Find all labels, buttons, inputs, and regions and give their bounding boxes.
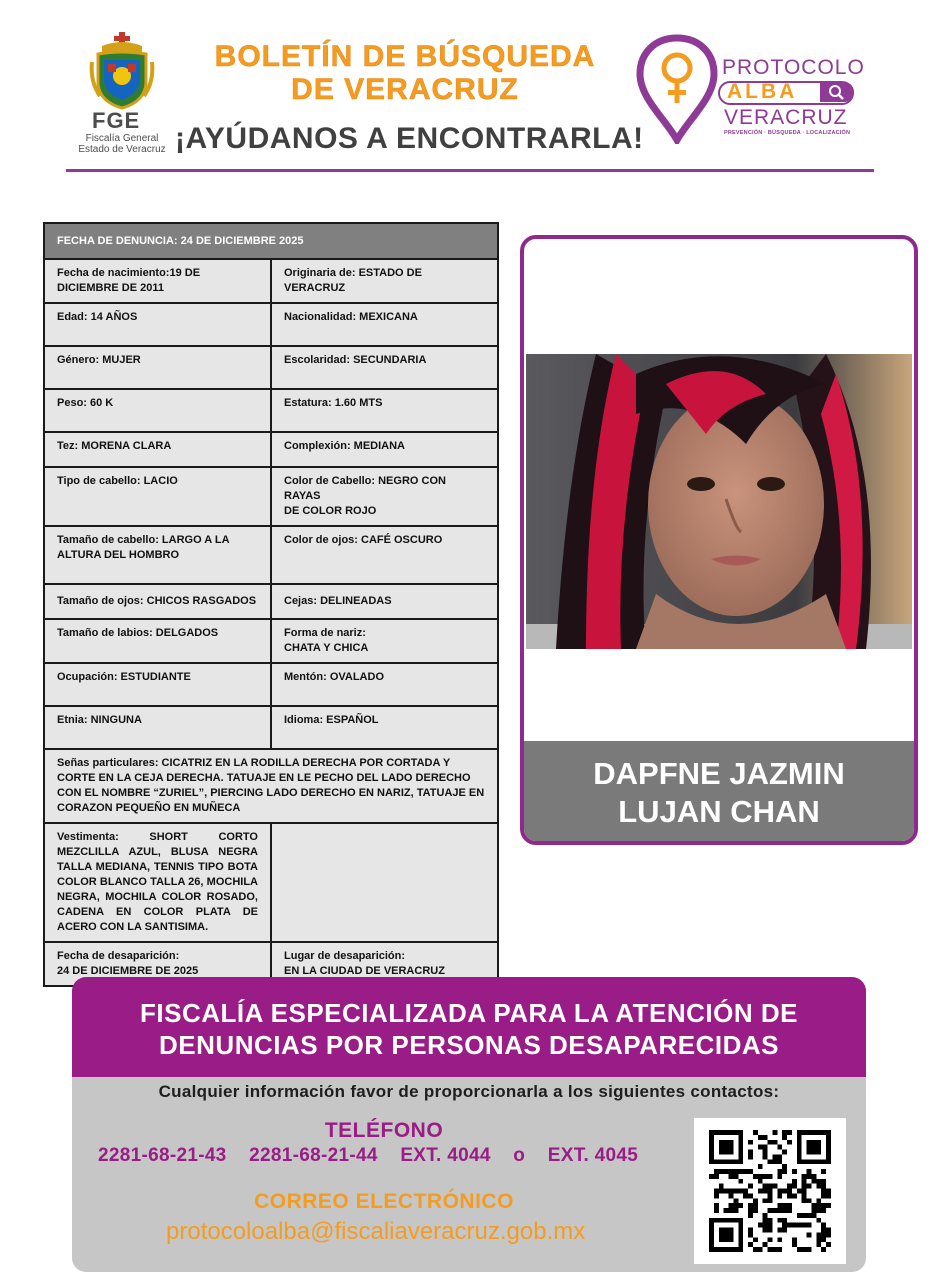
cell-line: ALTURA DEL HOMBRO (57, 549, 180, 561)
eyebrows-cell: Cejas: DELINEADAS (271, 584, 498, 619)
cell-line: DICIEMBRE DE 2011 (57, 282, 164, 294)
coat-of-arms-icon (88, 32, 156, 110)
agency-line-2: DENUNCIAS POR PERSONAS DESAPARECIDAS (159, 1030, 779, 1060)
phone-number-2[interactable]: 2281-68-21-44 (249, 1145, 378, 1166)
extension-connector: o (513, 1145, 526, 1166)
header-divider (66, 169, 874, 172)
origin-cell (271, 259, 498, 303)
distinguishing-marks-cell: Señas particulares: CICATRIZ EN LA RODILLA DERECHA POR CORTADA Y CORTE EN LA CEJA DERECHA. TATUAJE EN LE PECHO DEL LADO DERECHO CON EL NOMBRE “ZURIEL”, PIERCING LADO DERECHO EN NARIZ, TATUAJE EN CORAZON PEQUEÑO EN MUÑECA (44, 749, 498, 823)
email-link[interactable]: protocoloalba@fiscaliaveracruz.gob.mx (166, 1218, 586, 1245)
contact-intro: Cualquier información favor de proporcionarla a los siguientes contactos: (158, 1082, 780, 1101)
qr-code-icon[interactable] (708, 1130, 832, 1252)
protocol-line-2: ALBA (727, 80, 798, 103)
cell-line: 24 DE DICIEMBRE DE 2025 (57, 965, 199, 977)
bulletin-title-line-1: BOLETÍN DE BÚSQUEDA (214, 40, 596, 73)
agency-line-1: FISCALÍA ESPECIALIZADA PARA LA ATENCIÓN DE (140, 998, 798, 1028)
protocol-line-1: PROTOCOLO (722, 56, 865, 79)
cell-line: Forma de nariz: (284, 627, 366, 639)
nose-shape-cell (271, 619, 498, 663)
birth-date-cell (44, 259, 271, 303)
person-name-line-2: LUJAN CHAN (618, 794, 820, 829)
chin-cell: Mentón: OVALADO (271, 663, 498, 706)
gender-cell: Género: MUJER (44, 346, 271, 389)
phone-label: TELÉFONO (324, 1119, 444, 1142)
fge-subtitle (72, 133, 172, 155)
cell-line: Tamaño de cabello: LARGO A LA (57, 534, 230, 546)
cell-line: EN LA CIUDAD DE VERACRUZ (284, 965, 445, 977)
language-cell: Idioma: ESPAÑOL (271, 706, 498, 749)
fge-line-2: Estado de Veracruz (78, 144, 166, 155)
build-cell: Complexión: MEDIANA (271, 432, 498, 467)
extension-1: EXT. 4044 (400, 1145, 491, 1166)
person-photo-card (520, 235, 918, 845)
cell-line: Originaria de: ESTADO DE VERACRUZ (284, 267, 422, 294)
cell-line: DE COLOR ROJO (284, 505, 377, 517)
protocol-tagline: PREVENCIÓN · BÚSQUEDA · LOCALIZACIÓN (724, 130, 851, 136)
complexion-tone-cell: Tez: MORENA CLARA (44, 432, 271, 467)
bulletin-title (210, 40, 600, 106)
empty-cell (271, 823, 498, 942)
ethnicity-cell: Etnia: NINGUNA (44, 706, 271, 749)
hair-length-cell (44, 526, 271, 584)
person-info-table (43, 222, 499, 987)
phone-numbers (98, 1145, 638, 1167)
cell-line: Fecha de nacimiento:19 DE (57, 267, 201, 279)
occupation-cell: Ocupación: ESTUDIANTE (44, 663, 271, 706)
lip-size-cell: Tamaño de labios: DELGADOS (44, 619, 271, 663)
cell-line: Lugar de desaparición: (284, 950, 406, 962)
phone-number-1[interactable]: 2281-68-21-43 (98, 1145, 227, 1166)
person-name-box (524, 741, 914, 841)
cell-line: CHATA Y CHICA (284, 642, 369, 654)
eye-size-cell: Tamaño de ojos: CHICOS RASGADOS (44, 584, 271, 619)
qr-code-box (694, 1118, 846, 1264)
height-cell: Estatura: 1.60 MTS (271, 389, 498, 432)
hair-color-cell (271, 467, 498, 526)
clothing-cell: Vestimenta: SHORT CORTO MEZCLILLA AZUL, BLUSA NEGRA TALLA MEDIANA, TENNIS TIPO BOTA COLOR BLANCO TALLA 26, MOCHILA NEGRA, MOCHILA COLOR ROSADO, CADENA EN COLOR PLATA DE ACERO CON LA SANTISIMA. (44, 823, 271, 942)
cell-line: Fecha de desaparición: (57, 950, 180, 962)
extension-2: EXT. 4045 (547, 1145, 639, 1166)
missing-person-photo (526, 354, 912, 649)
fge-logo-text: FGE (92, 108, 141, 133)
protocol-line-3: VERACRUZ (724, 106, 848, 129)
age-cell: Edad: 14 AÑOS (44, 303, 271, 346)
fge-line-1: Fiscalía General (85, 133, 159, 144)
female-pin-icon (636, 34, 718, 144)
report-date-header: FECHA DE DENUNCIA: 24 DE DICIEMBRE 2025 (44, 223, 498, 259)
cell-line: Color de Cabello: NEGRO CON RAYAS (284, 475, 446, 502)
bulletin-title-line-2: DE VERACRUZ (291, 73, 519, 106)
help-us-title: ¡AYÚDANOS A ENCONTRARLA! (175, 122, 644, 155)
education-cell: Escolaridad: SECUNDARIA (271, 346, 498, 389)
search-icon (820, 82, 854, 102)
weight-cell: Peso: 60 K (44, 389, 271, 432)
agency-banner (72, 977, 866, 1077)
hair-type-cell: Tipo de cabello: LACIO (44, 467, 271, 526)
alba-search-tab (820, 82, 854, 102)
eye-color-cell: Color de ojos: CAFÉ OSCURO (271, 526, 498, 584)
nationality-cell: Nacionalidad: MEXICANA (271, 303, 498, 346)
person-name-line-1: DAPFNE JAZMIN (593, 756, 845, 791)
email-label: CORREO ELECTRÓNICO (254, 1190, 514, 1213)
